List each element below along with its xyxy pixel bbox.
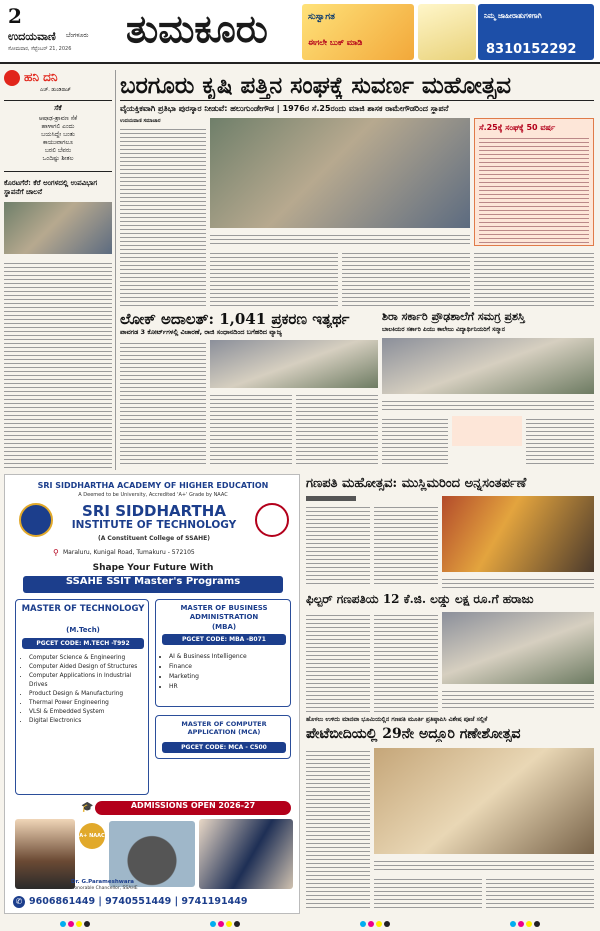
story4-byline xyxy=(306,496,356,501)
ad2-line: ನಿಮ್ಮ ಜಾಹೀರಾತುಗಳಿಗಾಗಿ xyxy=(484,12,542,20)
paper-name: ಉದಯವಾಣಿ xyxy=(8,30,56,43)
story5-photo xyxy=(442,612,594,684)
poem-line: ಹಾಳಾಗಲಿ ಎಂದು xyxy=(41,123,75,130)
sidebar-story-text xyxy=(4,260,112,470)
story6-headline: ಪೇಟೆಬೀದಿಯಲ್ಲಿ 29ನೇ ಅದ್ದೂರಿ ಗಣೇಶೋತ್ಸವ xyxy=(306,726,521,742)
program-item: • Computer Applications in Industrial Drives xyxy=(29,672,148,690)
sidebar-story-headline: ಕೊರಟಗೆರೆ: ಕೆರೆ ಅಂಗಳದಲ್ಲಿ ಉಪವಿಭಾಗ ಸ್ಥಾಪನೆಗೆ ಚಾಲನೆ xyxy=(4,178,98,196)
lead-byline: ಉದಯವಾಣಿ ಸಮಾಚಾರ xyxy=(120,118,161,124)
story6-photo xyxy=(374,748,594,854)
lead-box-title: ಸೆ.25ಕ್ಕೆ ಸಂಘಕ್ಕೆ 50 ವರ್ಷ xyxy=(479,123,556,132)
mca-code: PGCET CODE: MCA - C500 xyxy=(162,742,286,753)
mtech-short: (M.Tech) xyxy=(66,626,100,634)
program-item: • Thermal Power Engineering xyxy=(29,699,148,708)
ad-logo-left xyxy=(19,503,53,537)
story2-text-col3 xyxy=(296,392,378,466)
mca-title: MASTER OF COMPUTER APPLICATION (MCA) xyxy=(181,720,267,736)
poem-body xyxy=(4,115,112,163)
brand-logo xyxy=(4,70,20,86)
sidebar xyxy=(4,70,112,470)
story3-caption xyxy=(382,398,594,412)
lead-rule xyxy=(120,100,594,101)
lead-info-box xyxy=(474,118,594,246)
story6-caption xyxy=(374,858,594,872)
story3-headline: ಶಿರಾ ಸರ್ಕಾರಿ ಪ್ರೌಢಶಾಲೆಗೆ ಸಮಗ್ರ ಪ್ರಶಸ್ತಿ xyxy=(382,310,525,323)
program-item: • Computer Aided Design of Structures xyxy=(29,663,148,672)
print-registration-marks xyxy=(0,914,600,928)
program-item: • HR xyxy=(169,682,288,692)
phone-icon: ✆ xyxy=(13,896,25,908)
poem-title: ಸೆಕೆ xyxy=(54,104,62,112)
sidebar-brand: ಹನಿ ದನಿ xyxy=(24,70,58,84)
poem-line: ಕಾಯುವಾಗಲೂ xyxy=(42,139,74,146)
ad-tagline-1: Shape Your Future With xyxy=(92,563,214,573)
story3-text-col3 xyxy=(526,416,594,466)
story6-text-col1 xyxy=(306,748,370,910)
lead-text-col3 xyxy=(342,250,470,306)
chancellor-portrait xyxy=(15,819,75,889)
story6-text-col2 xyxy=(374,876,482,910)
program-item: • Computer Science & Engineering xyxy=(29,654,148,663)
lead-text-col1 xyxy=(120,126,206,306)
story3-photo xyxy=(382,338,594,394)
ad1-line1: ಸುಸ್ವಾಗತ xyxy=(308,12,335,22)
mtech-title: MASTER OF TECHNOLOGY xyxy=(21,604,145,614)
mtech-box xyxy=(15,599,149,795)
poem-line: ಬಯಸಿದ್ದೇ ಬಂತು xyxy=(41,131,75,138)
naac-badge: A+ NAAC xyxy=(79,823,105,849)
masthead-ad-1 xyxy=(302,4,414,60)
lead-text-col4 xyxy=(474,250,594,306)
campus-image xyxy=(109,821,195,887)
ad1-line2: ಈಗಲೇ ಬುಕ್ ಮಾಡಿ xyxy=(308,38,363,47)
story5-headline: ಫಿಲ್ಟರ್ ಗಣಪತಿಯ 12 ಕೆ.ಜಿ. ಲಡ್ಡು ಲಕ್ಷ ರೂ.ಗೆ ಹರಾಜು xyxy=(306,592,534,606)
story2-text-col1 xyxy=(120,340,206,466)
program-item: • VLSI & Embedded System xyxy=(29,708,148,717)
lead-caption xyxy=(210,232,470,246)
person-name: Dr. G.Parameshwara xyxy=(71,879,134,885)
story3-subheadline: ಬಾಲಕಿಯರ ಸರ್ಕಾರಿ ಪಿಯು ಕಾಲೇಜು ವಿದ್ಯಾರ್ಥಿನಿಯರಿಗೆ ಸನ್ಮಾನ xyxy=(382,326,505,333)
date-line: ಸೋಮವಾರ, ಸೆಪ್ಟೆಂಬರ್ 21, 2026 xyxy=(8,46,72,52)
ad-admissions: ADMISSIONS OPEN 2026-27 xyxy=(95,801,291,815)
poem-box xyxy=(4,100,112,172)
mba-box xyxy=(155,599,291,707)
lead-headline: ಬರಗೂರು ಕೃಷಿ ಪತ್ತಿನ ಸಂಘಕ್ಕೆ ಸುವರ್ಣ ಮಹೋತ್ಸವ xyxy=(120,72,512,99)
ad-phones: 9606861449 | 9740551449 | 9741191449 xyxy=(29,896,248,907)
lead-photo xyxy=(210,118,470,228)
story5-caption xyxy=(442,688,594,710)
mtech-list xyxy=(20,654,148,726)
story3-quote-box xyxy=(452,416,522,446)
poem-line: ಆಷಾಢ-ಶ್ರಾವಣ ಸೆಕೆ xyxy=(38,115,78,122)
masthead-ad-3 xyxy=(478,4,594,60)
city-title: ತುಮಕೂರು xyxy=(126,6,268,51)
story3-text-col1 xyxy=(382,416,448,466)
sidebar-photo xyxy=(4,202,112,254)
program-item: • Product Design & Manufacturing xyxy=(29,690,148,699)
story5-text-col1 xyxy=(306,612,370,712)
ad-constituent: (A Constituent College of SSAHE) xyxy=(97,535,211,542)
person-role: Honorable Chancellor, SSAHE xyxy=(71,886,138,891)
lead-text-col2 xyxy=(210,250,338,306)
story2-photo xyxy=(210,340,378,388)
story6-kicker: ಹೊಳಲು ಉಳಿದು ಮಾನವಾ ಭೂಮಿಯಲ್ಲಿನ ಗಣಪತಿ ಮೂರ್ತಿ ಪ್ರತಿಷ್ಠಾಪಿಸಿ ವಿಶೇಷ ಪೂಜೆ ಸಲ್ಲಿಕೆ xyxy=(306,716,488,723)
ad-institute-2: INSTITUTE OF TECHNOLOGY xyxy=(71,519,237,531)
story4-photo xyxy=(442,496,594,572)
ad-academy: SRI SIDDHARTHA ACADEMY OF HIGHER EDUCATION xyxy=(37,481,269,490)
page-number: 2 xyxy=(8,4,22,28)
story6-text-col3 xyxy=(486,876,594,910)
sidebar-divider xyxy=(115,70,116,470)
program-item: • AI & Business Intelligence xyxy=(169,652,288,662)
mba-list xyxy=(160,652,288,692)
program-item: • Digital Electronics xyxy=(29,717,148,726)
program-item: • Finance xyxy=(169,662,288,672)
masthead-ad-2 xyxy=(418,4,476,60)
story2-headline: ಲೋಕ್ ಅದಾಲತ್: 1,041 ಪ್ರಕರಣ ಇತ್ಯರ್ಥ xyxy=(120,310,350,328)
sidebar-brand-sub: ಎಚ್. ಡುಂಡಿರಾಜ್ xyxy=(40,87,71,93)
story2-text-col2 xyxy=(210,392,292,466)
program-item: • Marketing xyxy=(169,672,288,682)
ad-academy-sub: A Deemed to be University, Accredited 'A+' Grade by NAAC xyxy=(78,492,228,498)
location-icon: ⚲ xyxy=(53,548,59,557)
story5-text-col2 xyxy=(374,612,438,712)
ssit-ad xyxy=(4,474,300,914)
ad-logo-right xyxy=(255,503,289,537)
mca-box xyxy=(155,715,291,759)
poem-line: ಒಂದಿಷ್ಟು ಶೀತಲ xyxy=(42,155,74,162)
story4-text-col1 xyxy=(306,504,370,584)
ad-institute-1: SRI SIDDHARTHA xyxy=(82,502,226,520)
masthead xyxy=(0,0,600,64)
ad-address: Maraluru, Kunigal Road, Tumakuru - 572105 xyxy=(63,549,195,556)
poem-line: ಬರಲಿ ಬೆವರು xyxy=(44,147,72,154)
mtech-code: PGCET CODE: M.TECH -T992 xyxy=(22,638,144,649)
mba-code: PGCET CODE: MBA -B071 xyxy=(162,634,286,645)
students-image xyxy=(199,819,293,889)
mba-short: (MBA) xyxy=(211,623,237,631)
story4-headline: ಗಣಪತಿ ಮಹೋತ್ಸವ: ಮುಸ್ಲಿಮರಿಂದ ಅನ್ನಸಂತರ್ಪಣೆ xyxy=(306,476,527,491)
lead-box-text xyxy=(479,135,589,243)
story2-subheadline: ಪಾವಗಡ 3 ಕೋರ್ಟ್‌ಗಳಲ್ಲಿ ವಿಚಾರಣೆ, ರಾಜಿ ಸಂಧಾನದಿಂದ ಬಗೆಹರಿದ ವ್ಯಾಜ್ಯ xyxy=(120,328,282,336)
lead-subheadline: ವೈಯಕ್ತಿಕವಾಗಿ ಪ್ರತಿಭಾ ಪುರಸ್ಕಾರ ನೀಡುವೆ: ಹಲುಗುಂಡೇಗೌಡ | 1976ರ ಸೆ.25ರಂದು ಮಾಜಿ ಶಾಸಕ ರಾಮೇಗೌಡರಿಂದ ಸ್ಥಾಪನೆ xyxy=(120,104,449,113)
story4-text-col2 xyxy=(374,504,438,584)
graduation-cap-icon: 🎓 xyxy=(81,802,94,813)
edition: ಬೆಂಗಳೂರು xyxy=(66,32,89,39)
mba-title: MASTER OF BUSINESS ADMINISTRATION xyxy=(180,604,268,621)
ad-tagline-2: SSAHE SSIT Master's Programs xyxy=(23,576,283,593)
phone-number: 8310152292 xyxy=(486,42,577,57)
story4-caption xyxy=(442,576,594,590)
